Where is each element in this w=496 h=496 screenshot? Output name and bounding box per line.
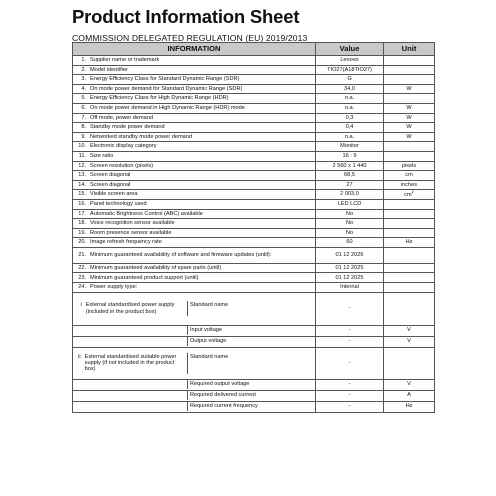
power-supply-item-label: Standard name	[190, 353, 229, 360]
row-unit	[384, 103, 435, 113]
row-label-cell	[73, 190, 316, 200]
row-unit	[384, 273, 435, 283]
row-number: 3.	[81, 76, 86, 83]
row-unit-text: Hz	[405, 239, 413, 246]
row-number: 18.	[78, 220, 86, 227]
row-unit	[384, 180, 435, 190]
row-number: 19.	[78, 229, 86, 236]
table-row	[73, 171, 435, 181]
power-supply-row	[73, 401, 435, 412]
row-unit	[384, 263, 435, 273]
power-supply-group-label	[73, 353, 188, 374]
row-unit	[384, 161, 435, 171]
power-supply-item-unit	[384, 292, 435, 325]
row-unit	[384, 94, 435, 104]
row-label: On mode power demand in High Dynamic Range (HDR) mode	[90, 105, 245, 112]
table-row	[73, 113, 435, 123]
row-label-cell	[73, 103, 316, 113]
table-row	[73, 123, 435, 133]
power-supply-item-unit: Hz	[384, 401, 435, 412]
power-supply-item-unit: A	[384, 390, 435, 401]
row-value: 0,3	[316, 113, 384, 123]
power-supply-row	[73, 379, 435, 390]
row-label: Screen diagonal	[90, 172, 131, 179]
column-header-information: INFORMATION	[73, 43, 316, 56]
power-supply-item-unit: V	[384, 336, 435, 347]
row-unit	[384, 238, 435, 248]
row-label: Screen diagonal	[90, 181, 131, 188]
table-row	[73, 209, 435, 219]
row-label-cell	[73, 180, 316, 190]
row-number: 17.	[78, 210, 86, 217]
row-value: 01 12 2025	[316, 273, 384, 283]
row-value: 16 : 9	[316, 151, 384, 161]
power-supply-item-label: Input voltage	[190, 327, 223, 334]
row-number: 12.	[78, 162, 86, 169]
row-label-cell	[73, 65, 316, 75]
power-supply-item-value: -	[316, 325, 384, 336]
row-unit	[384, 247, 435, 263]
row-number: 8.	[81, 124, 86, 131]
power-supply-group-text: External standardised power supply (included in the product box)	[85, 302, 175, 315]
row-number: 16.	[78, 200, 86, 207]
row-label: Size ratio	[90, 153, 114, 160]
row-label: Minimum guaranteed availability of software and firmware updates (until):	[90, 252, 272, 259]
power-supply-item-value: -	[316, 347, 384, 379]
row-number: 13.	[78, 172, 86, 179]
row-unit	[384, 65, 435, 75]
row-label-cell	[73, 209, 316, 219]
row-unit	[384, 113, 435, 123]
row-label: Screen resolution (pixels)	[90, 162, 154, 169]
power-supply-row	[73, 336, 435, 347]
row-label: Model identifier	[90, 66, 128, 73]
row-unit-text: W	[406, 85, 412, 92]
row-value: 01 12 2026	[316, 247, 384, 263]
table-row	[73, 199, 435, 209]
power-supply-info-cell	[73, 390, 316, 401]
row-unit-superscript: 2	[411, 189, 414, 195]
row-label: Electronic display category	[90, 143, 157, 150]
row-label: Image refresh frequency rate	[90, 239, 162, 246]
row-label-cell	[73, 161, 316, 171]
row-label: Supplier name or trademark	[90, 57, 160, 64]
row-label: Off mode, power demand	[90, 114, 154, 121]
row-number: 24.	[78, 284, 86, 291]
row-unit	[384, 219, 435, 229]
table-row	[73, 75, 435, 85]
row-label: Visible screen area	[90, 191, 138, 198]
table-row	[73, 132, 435, 142]
row-label: Standby mode power demand	[90, 124, 165, 131]
row-value: No	[316, 209, 384, 219]
row-label-cell	[73, 56, 316, 66]
row-unit	[384, 84, 435, 94]
power-supply-group-label	[73, 380, 188, 388]
row-number: 7.	[81, 114, 86, 121]
row-label: Panel technology used	[90, 200, 147, 207]
row-value: 68,5	[316, 171, 384, 181]
table-row	[73, 190, 435, 200]
row-label-cell	[73, 132, 316, 142]
table-row	[73, 247, 435, 263]
row-label-cell	[73, 273, 316, 283]
row-unit-text: W	[406, 124, 412, 131]
row-unit	[384, 171, 435, 181]
row-label: On mode power demand for Standard Dynamic Range (SDR)	[90, 85, 243, 92]
power-supply-group-label	[73, 326, 188, 334]
power-supply-group-number: ii	[78, 353, 81, 360]
table-row	[73, 263, 435, 273]
row-number: 15.	[78, 191, 86, 198]
row-number: 11.	[78, 153, 86, 160]
row-value: No	[316, 228, 384, 238]
table-row	[73, 65, 435, 75]
power-supply-item-label: Required current frequency	[190, 403, 258, 410]
row-value: 01 12 2025	[316, 263, 384, 273]
row-label: Power supply type:	[90, 284, 138, 291]
table-row	[73, 219, 435, 229]
table-row	[73, 180, 435, 190]
power-supply-info-cell	[73, 336, 316, 347]
information-table	[72, 42, 435, 413]
table-row	[73, 56, 435, 66]
power-supply-row	[73, 325, 435, 336]
row-label-cell	[73, 84, 316, 94]
row-number: 23.	[78, 274, 86, 281]
row-unit-text: inches	[400, 181, 418, 188]
power-supply-item-value: -	[316, 292, 384, 325]
row-label-cell	[73, 113, 316, 123]
row-label: Automatic Brightness Control (ABC) available	[90, 210, 203, 217]
row-value: n.a.	[316, 94, 384, 104]
row-label-cell	[73, 142, 316, 152]
row-label: Energy Efficiency Class for High Dynamic Range (HDR)	[90, 95, 229, 102]
power-supply-item-value: -	[316, 336, 384, 347]
row-label-cell	[73, 283, 316, 293]
row-value: Internal	[316, 283, 384, 293]
row-value: 27	[316, 180, 384, 190]
table-row	[73, 161, 435, 171]
row-value: Lenovo	[316, 56, 384, 66]
row-unit-text: W	[406, 114, 412, 121]
row-unit	[384, 209, 435, 219]
row-label-cell	[73, 75, 316, 85]
row-unit	[384, 199, 435, 209]
row-number: 9.	[81, 133, 86, 140]
row-value: 2 560 x 1 440	[316, 161, 384, 171]
row-value: Monitor	[316, 142, 384, 152]
table-row	[73, 84, 435, 94]
row-label: Voice recognition sensor available	[90, 220, 175, 227]
row-unit-text: W	[406, 105, 412, 112]
table-row	[73, 238, 435, 248]
row-label-cell	[73, 199, 316, 209]
row-value: 60	[316, 238, 384, 248]
row-unit	[384, 142, 435, 152]
row-label-cell	[73, 247, 316, 263]
row-value: LED LCD	[316, 199, 384, 209]
row-number: 10.	[78, 143, 86, 150]
power-supply-group-label	[73, 391, 188, 399]
power-supply-item-value: -	[316, 390, 384, 401]
row-number: 4.	[81, 85, 86, 92]
power-supply-info-cell	[73, 292, 316, 325]
table-row	[73, 142, 435, 152]
row-label-cell	[73, 263, 316, 273]
table-row	[73, 228, 435, 238]
row-unit-text: cm	[405, 172, 413, 179]
row-value: TIO27(A18TIO27)	[316, 65, 384, 75]
table-header-row	[73, 43, 435, 56]
row-value: No	[316, 219, 384, 229]
row-label-cell	[73, 171, 316, 181]
row-number: 5.	[81, 95, 86, 102]
row-unit	[384, 190, 435, 200]
page-title: Product Information Sheet	[72, 6, 300, 27]
row-unit	[384, 123, 435, 133]
table-row	[73, 103, 435, 113]
row-label-cell	[73, 228, 316, 238]
power-supply-group-label	[73, 301, 188, 316]
power-supply-info-cell	[73, 325, 316, 336]
row-value: G	[316, 75, 384, 85]
row-number: 6.	[81, 105, 86, 112]
column-header-unit: Unit	[384, 43, 435, 56]
row-number: 14.	[78, 181, 86, 188]
power-supply-item-label: Required delivered current	[190, 392, 256, 399]
power-supply-group-label	[73, 402, 188, 410]
row-number: 21.	[78, 252, 86, 259]
power-supply-item-value: -	[316, 379, 384, 390]
table-body	[73, 56, 435, 413]
power-supply-row	[73, 292, 435, 325]
row-unit-text: W	[406, 133, 412, 140]
row-value: 0,4	[316, 123, 384, 133]
row-number: 1.	[81, 57, 86, 64]
table-row	[73, 283, 435, 293]
row-label-cell	[73, 151, 316, 161]
row-unit	[384, 151, 435, 161]
row-label: Minimum guaranteed availability of spare parts (until)	[90, 264, 222, 271]
row-label: Energy Efficiency Class for Standard Dynamic Range (SDR)	[90, 76, 240, 83]
power-supply-info-cell	[73, 379, 316, 390]
power-supply-row	[73, 390, 435, 401]
regulation-subtitle: COMMISSION DELEGATED REGULATION (EU) 2019/2013	[72, 33, 308, 43]
row-unit	[384, 283, 435, 293]
row-value: 34,0	[316, 84, 384, 94]
row-label: Minimum guaranteed product support (until)	[90, 274, 199, 281]
row-unit-text: cm	[404, 192, 412, 199]
power-supply-item-label: Output voltage	[190, 338, 227, 345]
row-label-cell	[73, 94, 316, 104]
power-supply-item-label: Required output voltage	[190, 381, 250, 388]
table-row	[73, 273, 435, 283]
table-row	[73, 94, 435, 104]
row-label-cell	[73, 123, 316, 133]
power-supply-group-number: i	[80, 302, 82, 309]
row-unit	[384, 56, 435, 66]
row-value: n.a.	[316, 103, 384, 113]
row-value: n.a.	[316, 132, 384, 142]
power-supply-item-unit: V	[384, 379, 435, 390]
row-label: Networked standby mode power demand	[90, 133, 192, 140]
power-supply-group-text: External standardised suitable power supply (if not included in the product box)	[84, 353, 177, 373]
power-supply-row	[73, 347, 435, 379]
column-header-value: Value	[316, 43, 384, 56]
row-number: 20.	[78, 239, 86, 246]
power-supply-item-value: -	[316, 401, 384, 412]
row-unit-text: pixels	[401, 162, 417, 169]
row-unit	[384, 132, 435, 142]
row-unit	[384, 228, 435, 238]
row-number: 22.	[78, 264, 86, 271]
row-label-cell	[73, 219, 316, 229]
table-row	[73, 151, 435, 161]
power-supply-group-label	[73, 337, 188, 345]
row-label-cell	[73, 238, 316, 248]
row-unit	[384, 75, 435, 85]
power-supply-item-unit	[384, 347, 435, 379]
row-value: 2 003,0	[316, 190, 384, 200]
power-supply-item-label: Standard name	[190, 302, 229, 309]
power-supply-info-cell	[73, 347, 316, 379]
power-supply-info-cell	[73, 401, 316, 412]
row-label: Room presence sensor available	[90, 229, 172, 236]
row-number: 2.	[81, 66, 86, 73]
power-supply-item-unit: V	[384, 325, 435, 336]
